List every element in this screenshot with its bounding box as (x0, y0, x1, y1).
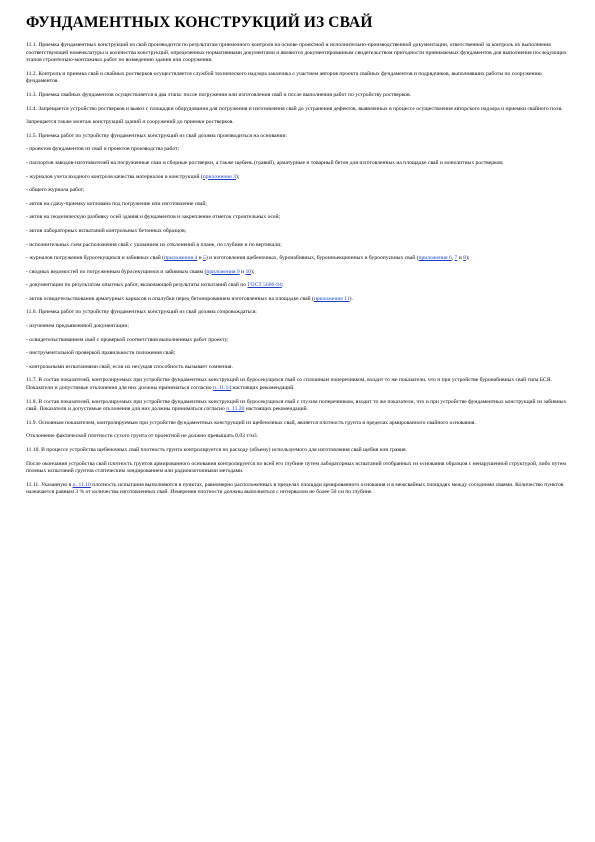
paragraph-text: настоящих рекомендаций. (244, 406, 309, 413)
paragraph-text: - общего журнала работ; (26, 187, 85, 194)
paragraph-text: 11.11. Указанную в (26, 481, 73, 488)
paragraph (26, 309, 573, 317)
cross-reference-link[interactable]: приложение 11 (313, 295, 350, 302)
paragraph-text: - контрольными испытаниями свай, если их несущая способность вызывает сомнения. (26, 363, 233, 370)
paragraph-text: 11.3. Приемка свайных фундаментов осуществляется в два этапа: после погружения или изготовления свай и после выполнения работ по устройству ростверков. (26, 91, 411, 98)
paragraph (26, 399, 573, 414)
paragraph (26, 350, 573, 358)
paragraph (26, 420, 573, 428)
cross-reference-link[interactable]: п. 11.14 (212, 385, 232, 392)
paragraph (26, 296, 573, 304)
paragraph-text: 11.1. Приемка фундаментных конструкций из свай производится по результатам приемочного контроля на основе проектной и исполнительно-производственной документации, ответственной за контроль их выполнения соответствующей номенклатуры и количества конструкций, определенных нормативными документами и являются документированным свидетельством пригодности принимаемых фундаментов для выполнения последующих этапов строительно-монтажных работ по возведению здания или сооружения. (26, 42, 567, 64)
paragraph-text: - документации по результатам опытных работ, включающей результаты испытаний свай по (26, 282, 248, 289)
paragraph-text: ); (465, 255, 470, 262)
paragraph (26, 255, 573, 263)
paragraph (26, 228, 573, 236)
paragraph-text: 11.10. В процессе устройства щебеночных свай плотность грунта контролируется по расходу (объему) используемого для изготовления свай щебня или гравия. (26, 447, 407, 453)
paragraph-text: ; (281, 282, 284, 289)
paragraph-text: После окончания устройства свай плотность грунтов армированного основания контролируется по всей его глубине путем лабораторных испытаний отобранных из основания образцов с ненарушенной структурой, либо путем полевых испытаний грунтов статическим зондированием или радиоизотопными методами. (26, 460, 566, 475)
paragraph-text: и (239, 268, 246, 275)
paragraph-text: - актов на геодезическую разбивку осей здания и фундаментов и закрепление отметок строительных осей; (26, 214, 281, 221)
paragraph-text: ); (235, 173, 240, 180)
paragraph-text: - актов на сдачу-приемку котлована под погружение или изготовление свай; (26, 200, 207, 207)
paragraph-text: ); (251, 268, 255, 275)
paragraph (26, 282, 573, 290)
paragraph-text: - актов освидетельствования арматурных каркасов и опалубки перед бетонированием изготовленных на площадке свай ( (26, 295, 314, 302)
paragraph (26, 337, 573, 345)
paragraph-text: и (197, 255, 204, 262)
paragraph-text: и (457, 255, 464, 262)
cross-reference-link[interactable]: 7 (454, 255, 458, 262)
paragraph (26, 447, 573, 455)
paragraph (26, 242, 573, 250)
cross-reference-link[interactable]: приложения 9 (206, 268, 240, 275)
paragraph-text: 11.4. Запрещается устройство ростверков и вывоз с площадки оборудования для погружения и изготовления свай до устранения дефектов, выявленных в процессе осуществления авторского надзора и приемки свайного поля. (26, 105, 563, 112)
cross-reference-link[interactable]: ГОСТ 5686-94 (247, 282, 282, 289)
paragraph-text: - освидетельствованием свай с проверкой соответствия выполненных работ проекту; (26, 336, 229, 343)
paragraph (26, 174, 573, 182)
paragraph (26, 71, 573, 86)
paragraph-text: - журналов учета входного контроля качества материалов и конструкций ( (26, 173, 203, 180)
paragraph-text: 11.7. В состав показателей, контролируемых при устройстве фундаментных конструкций из буросекущихся свай со сплошным поперечником, входит то же показатели, что и при устройстве буронабивных свай типа БСЯ. Показатели и допустимые отклонения для них должны приниматься согласно (26, 377, 552, 392)
paragraph (26, 482, 573, 497)
paragraph (26, 119, 573, 127)
paragraph (26, 133, 573, 141)
paragraph-text: 11.2. Контроль и приемка свай и свайных ростверков осуществляется службой технического надзора заказчика с участием авторов проекта свайных фундаментов и подрядчиков, выполнявших работы по сооружению фундаментов. (26, 70, 542, 85)
paragraph-text: 11.8. В состав показателей, контролируемых при устройстве фундаментных конструкций из буросекущихся свай с глухим поперечником, входит то же показатели, что и при устройстве фундаментных конструкций из забивных свай. Показатели и допустимые отклонения для них должны приниматься согласно (26, 398, 567, 413)
paragraph-text: - актов лабораторных испытаний контрольных бетонных образцов; (26, 227, 187, 234)
cross-reference-link[interactable]: приложения 4 (163, 255, 198, 262)
cross-reference-link[interactable]: приложение 3 (202, 173, 236, 180)
paragraph-text: - исполнительных схем расположения свай с указанием их отклонений в плане, по глубине и по вертикали; (26, 241, 282, 248)
paragraph-text: - проектов фундаментов из свай и проектов производства работ; (26, 146, 180, 153)
paragraph (26, 92, 573, 100)
paragraph-text: 11.5. Приемка работ по устройству фундаментных конструкций из свай должна производиться на основании: (26, 132, 288, 139)
paragraph (26, 433, 573, 441)
paragraph (26, 146, 573, 154)
paragraph (26, 187, 573, 195)
paragraph-text: - журналов погружения буросекущихся и забивных свай ( (26, 255, 164, 262)
paragraph-text: настоящих рекомендаций. (231, 385, 295, 392)
cross-reference-link[interactable]: 5 (203, 255, 206, 262)
paragraph-text: - паспортов заводов-изготовителей на погруженные сваи и сборные ростверки, а также щебень (гравий), арматурные и товарный бетон для изготовленных на площадке свай и монолитных ростверков; (26, 159, 504, 166)
document-body (26, 42, 573, 497)
paragraph-text: 11.9. Основным показателем, контролируемым при устройстве фундаментных конструкций из щебеночных свай, является плотность грунта в пределах армированного свайного основания. (26, 419, 476, 426)
paragraph (26, 106, 573, 114)
cross-reference-link[interactable]: 8 (463, 255, 466, 262)
cross-reference-link[interactable]: п. 11.20 (226, 406, 245, 413)
paragraph-text: ) и изготовления щебеночных, буронабивных, буроинъекционных и буроопускных свай ( (205, 255, 419, 262)
paragraph-text: , (451, 255, 455, 262)
paragraph-text: - изучением предъявленной документации; (26, 323, 129, 330)
cross-reference-link[interactable]: п. 11.10 (72, 481, 91, 488)
cross-reference-link[interactable]: приложения 6 (418, 255, 452, 262)
paragraph (26, 364, 573, 372)
paragraph-text: - инструментальной проверкой правильности положения свай; (26, 350, 176, 357)
paragraph-text: плотность испытания выполняются в пунктах, равномерно расположенных в пределах площади армированного основания и в межсвайных площадях между соседними сваями. Количество пунктов назначается равным 3 % от количества изготовленных свай. Измерения плотности должны выполняться с интервалом не более 50 см по глубине. (26, 481, 564, 496)
paragraph-text: ). (349, 295, 353, 302)
paragraph (26, 377, 573, 392)
paragraph-text: Запрещается также монтаж конструкций зданий и сооружений до приемки ростверков. (26, 119, 234, 126)
paragraph-text: Отклонение фактической плотности сухого грунта от проектной не должно превышать 0,03 т/м3. (26, 433, 259, 440)
paragraph (26, 461, 573, 476)
paragraph (26, 269, 573, 277)
paragraph (26, 201, 573, 209)
cross-reference-link[interactable]: 10 (245, 268, 252, 275)
paragraph (26, 214, 573, 222)
paragraph-text: - сводных ведомостей по погруженным буросекущимся и забивным сваям ( (26, 268, 207, 275)
document-title: ФУНДАМЕНТНЫХ КОНСТРУКЦИЙ ИЗ СВАЙ (26, 14, 373, 31)
paragraph (26, 42, 573, 65)
paragraph (26, 323, 573, 331)
paragraph-text: 11.6. Приемка работ по устройству фундаментных конструкций из свай должна сопровождаться: (26, 309, 257, 316)
paragraph (26, 160, 573, 168)
